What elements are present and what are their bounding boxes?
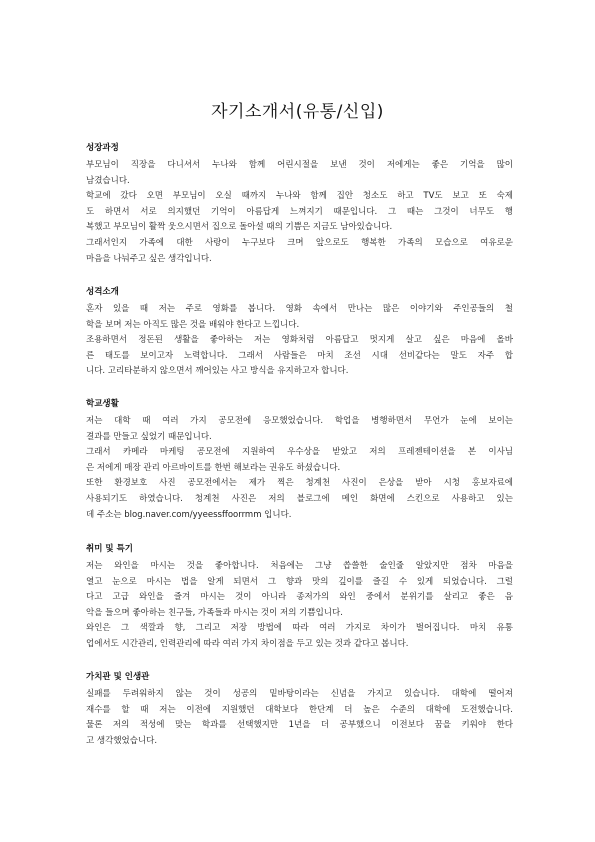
paragraph-line: 니다. 고리타분하지 않으면서 깨어있는 사고 방식을 유지하고자 합니다.	[86, 366, 349, 377]
paragraph-line: 재수를 할 때 저는 이전에 지원했던 대학보다 한단계 더 높은 수준의 대학에 도전했습니다.	[86, 704, 513, 715]
section-heading: 가치관 및 인생관	[86, 672, 150, 682]
paragraph-line: 저는 와인을 마시는 것을 좋아합니다. 처음에는 그냥 씁쓸한 술인줄 알았지만 점차 마음을	[86, 561, 513, 571]
section-heading: 학교생활	[86, 399, 119, 409]
paragraph-line: 저는 대학 때 여러 가지 공모전에 응모했었습니다. 학업을 병행하면서 무언가 눈에 보이는	[86, 416, 513, 426]
section-school-life	[86, 399, 513, 523]
paragraph-line: 열고 눈으로 마시는 법을 알게 되면서 그 향과 맛의 깊이를 즐길 수 있게 되었습니다. 그럴	[86, 576, 513, 587]
paragraph-line: 그래서인지 가족에 대한 사랑이 누구보다 크며 앞으로도 행복한 가족의 모습으로 여유로운	[86, 237, 513, 248]
section-hobbies	[86, 544, 513, 653]
paragraph-line: 결과를 만들고 싶었기 때문입니다.	[86, 431, 212, 442]
paragraph-line: 악을 들으며 좋아하는 친구들, 가족들과 마시는 것이 저의 기쁨입니다.	[86, 607, 343, 618]
paragraph-line: 혼자 있을 때 저는 주로 영화를 봅니다. 영화 속에서 만나는 많은 이야기와 주인공들의 철	[86, 304, 513, 314]
paragraph-line: 실패를 두려워하지 않는 것이 성공의 밑바탕이라는 신념을 가지고 있습니다. 대학에 떨어져	[86, 689, 513, 699]
section-heading: 취미 및 특기	[86, 544, 133, 554]
paragraph-line: 데 주소는 blog.naver.com/yyeessffoorrmm 입니다.	[86, 509, 292, 520]
section-heading: 성격소개	[86, 287, 119, 297]
paragraph-line: 마음을 나눠주고 싶은 생각입니다.	[86, 253, 212, 264]
paragraph-line: 도 하면서 서로 의지했던 기억이 아름답게 느껴지기 때문입니다. 그 때는 그것이 너무도 행	[86, 206, 513, 217]
paragraph-line: 부모님이 직장을 다니셔서 누나와 함께 어린시절을 보낸 것이 저에게는 좋은 기억을 많이	[86, 160, 513, 170]
paragraph-line: 학교에 갔다 오면 부모님이 오실 때까지 누나와 함께 집안 청소도 하고 TV도 보고 또 숙제	[86, 191, 513, 202]
paragraph-line: 학을 보며 저는 아직도 많은 것을 배워야 한다고 느낍니다.	[86, 319, 300, 330]
document-title: 자기소개서(유통/신입)	[211, 102, 384, 122]
paragraph-line: 조용하면서 정돈된 생활을 좋아하는 저는 영화처럼 아름답고 멋지게 살고 싶은 마음에 올바	[86, 335, 513, 346]
paragraph-line: 또한 환경보호 사진 공모전에서는 제가 찍은 청계천 사진이 은상을 받아 시청 홍보자료에	[86, 478, 513, 489]
paragraph-line: 고 생각했었습니다.	[86, 735, 158, 746]
paragraph-line: 물론 저의 적성에 맞는 학과를 선택했지만 1년을 더 공부했으니 이전보다 꿈을 키워야 한다	[86, 720, 513, 731]
section-growth	[86, 143, 513, 267]
paragraph-line: 복했고 부모님이 활짝 웃으시면서 집으로 돌아설 때의 기쁨은 지금도 남아있습니다.	[86, 222, 393, 233]
section-heading: 성장과정	[86, 143, 119, 153]
section-personality	[86, 287, 513, 380]
paragraph-line: 은 저에게 매장 관리 아르바이트를 한번 해보라는 권유도 하셨습니다.	[86, 462, 341, 473]
paragraph-line: 른 태도를 보이고자 노력합니다. 그래서 사람들은 마치 조선 시대 선비같다는 말도 자주 합	[86, 350, 513, 361]
paragraph-line: 와인은 그 색깔과 향, 그리고 저장 방법에 따라 여러 가지로 차이가 벌어집니다. 마치 유통	[86, 623, 513, 634]
paragraph-line: 다고 고급 와인을 즐겨 마시는 것이 아니라 종저가의 와인 중에서 분위기를 살리고 좋은 음	[86, 592, 513, 603]
paragraph-line: 그래서 카메라 마케팅 공모전에 지원하여 우수상을 받았고 저의 프레젠테이션을 본 이사님	[86, 447, 513, 458]
paragraph-line: 업에서도 시간관리, 인력관리에 따라 여러 가지 차이점을 두고 있는 것과 같다고 봅니다.	[86, 638, 409, 649]
paragraph-line: 사용되기도 하였습니다. 청계천 사진은 저의 블로그에 메인 화면에 스킨으로 사용하고 있는	[86, 493, 513, 504]
section-values	[86, 672, 513, 749]
paragraph-line: 남겼습니다.	[86, 175, 130, 186]
